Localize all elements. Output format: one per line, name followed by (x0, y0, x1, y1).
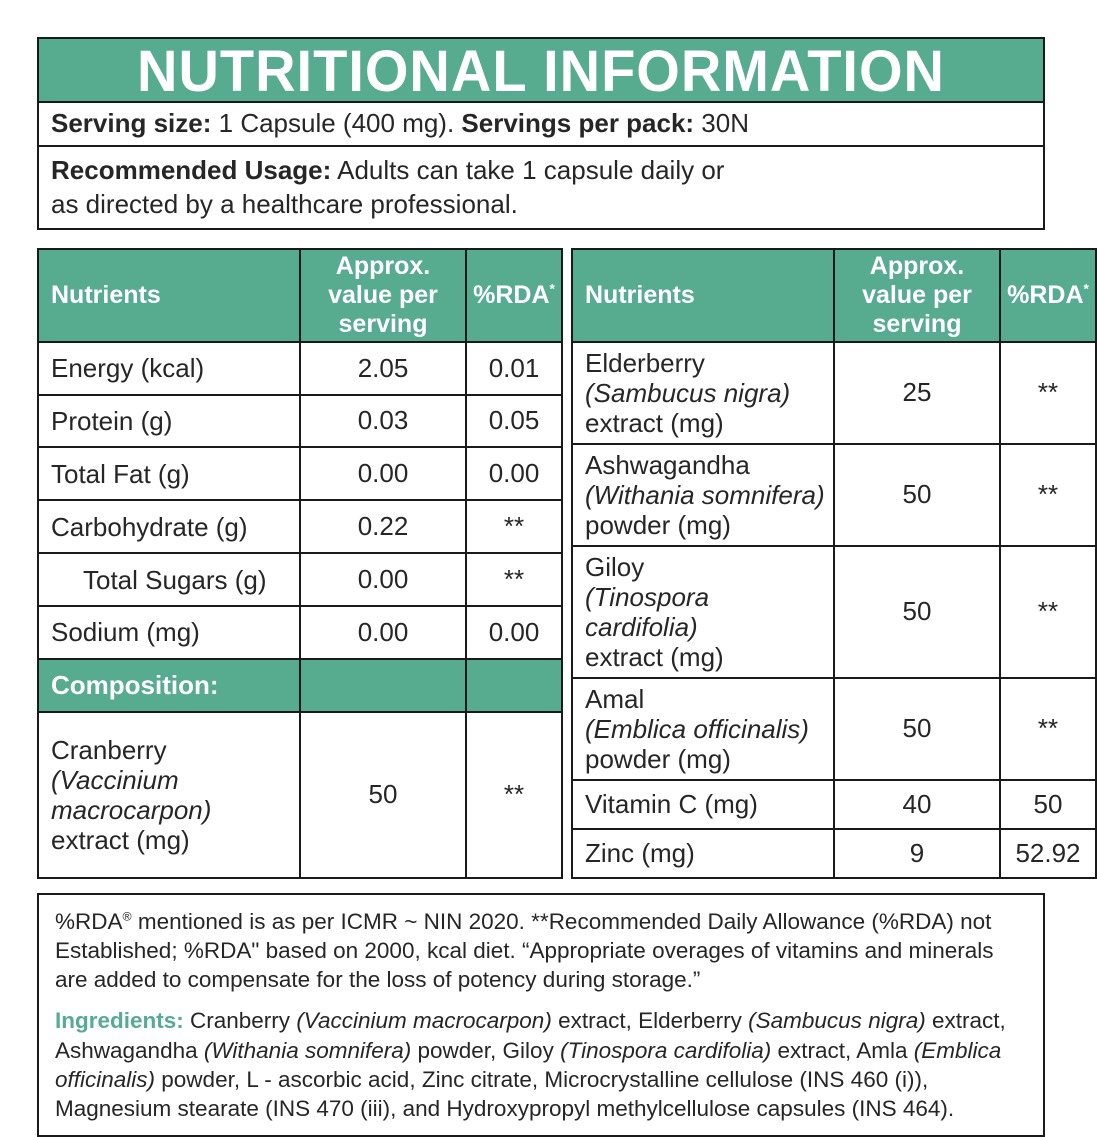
rda-cell: ** (1000, 678, 1096, 780)
value-per-serving-cell: 50 (834, 546, 1000, 678)
value-per-serving-cell: 25 (834, 342, 1000, 444)
value-per-serving-cell: 0.00 (300, 606, 466, 659)
title-banner (37, 37, 1045, 103)
nutrient-name-cell: Elderberry (Sambucus nigra) extract (mg) (572, 342, 834, 444)
value-per-serving-cell: 40 (834, 780, 1000, 829)
table-row (572, 829, 1096, 878)
ingredients-paragraph: Ingredients: Cranberry (Vaccinium macrocarpon) extract, Elderberry (Sambucus nigra) extract, Ashwagandha (Withania somnifera) powder, Giloy (Tinospora cardifolia) extract, Amla (Emblica officinalis) powder, L - ascorbic acid, Zinc citrate, Microcrystalline cellulose (INS 460 (i)), Magnesium stearate (INS 470 (iii), and Hydroxypropyl methylcellulose capsules (INS 464). (55, 1008, 1006, 1122)
nutrient-name-cell: Sodium (mg) (38, 606, 300, 659)
table-row (38, 712, 562, 877)
column-header: Approx. value per serving (834, 249, 1000, 341)
table-row (38, 342, 562, 395)
table-row (572, 546, 1096, 678)
table-row (38, 606, 562, 659)
nutrient-name-cell: Vitamin C (mg) (572, 780, 834, 829)
value-per-serving-cell: 0.03 (300, 395, 466, 448)
value-per-serving-cell: 0.00 (300, 447, 466, 500)
table-row (38, 395, 562, 448)
general-nutrients-table (37, 248, 563, 878)
value-per-serving-cell: 2.05 (300, 342, 466, 395)
rda-cell: ** (466, 553, 562, 606)
recommended-usage-box (37, 145, 1045, 231)
table-row (572, 780, 1096, 829)
nutrient-tables-row (37, 248, 1089, 878)
rda-cell: ** (466, 712, 562, 877)
table-row (572, 342, 1096, 444)
nutrient-name-cell: Carbohydrate (g) (38, 500, 300, 553)
table-row (38, 500, 562, 553)
nutrient-name-cell: Amal (Emblica officinalis) powder (mg) (572, 678, 834, 780)
nutrient-name-cell: Total Fat (g) (38, 447, 300, 500)
value-per-serving-cell: 50 (300, 712, 466, 877)
column-header: Nutrients (38, 249, 300, 341)
nutrient-name-cell: Zinc (mg) (572, 829, 834, 878)
column-header: Approx. value per serving (300, 249, 466, 341)
recommended-usage-text: Recommended Usage: Adults can take 1 capsule daily or as directed by a healthcare professional. (51, 154, 725, 219)
rda-cell: 0.05 (466, 395, 562, 448)
section-row (38, 659, 562, 712)
footnotes-box (37, 893, 1045, 1137)
rda-cell: 52.92 (1000, 829, 1096, 878)
rda-cell: 50 (1000, 780, 1096, 829)
section-empty-cell (300, 659, 466, 712)
column-header: %RDA* (466, 249, 562, 341)
section-label: Composition: (38, 659, 300, 712)
table-row (572, 444, 1096, 546)
value-per-serving-cell: 0.00 (300, 553, 466, 606)
table-header-row (572, 249, 1096, 341)
rda-cell: ** (1000, 546, 1096, 678)
rda-cell: ** (1000, 444, 1096, 546)
rda-cell: ** (466, 500, 562, 553)
nutrient-name-cell: Protein (g) (38, 395, 300, 448)
page-title: NUTRITIONAL INFORMATION (137, 36, 945, 104)
value-per-serving-cell: 0.22 (300, 500, 466, 553)
table-header-row (38, 249, 562, 341)
column-header: Nutrients (572, 249, 834, 341)
serving-size-text: Serving size: 1 Capsule (400 mg). Servings per pack: 30N (51, 108, 749, 138)
nutrient-name-cell: Cranberry (Vaccinium macrocarpon) extract (mg) (38, 712, 300, 877)
table-row (38, 553, 562, 606)
nutrient-name-cell: Ashwagandha (Withania somnifera) powder (mg) (572, 444, 834, 546)
nutrient-name-cell: Giloy (Tinospora cardifolia) extract (mg) (572, 546, 834, 678)
rda-cell: ** (1000, 342, 1096, 444)
section-empty-cell (466, 659, 562, 712)
table-row (38, 447, 562, 500)
rda-cell: 0.00 (466, 606, 562, 659)
value-per-serving-cell: 9 (834, 829, 1000, 878)
rda-cell: 0.01 (466, 342, 562, 395)
rda-footnote: %RDA® mentioned is as per ICMR ~ NIN 2020. **Recommended Daily Allowance (%RDA) not Established; %RDA" based on 2000, kcal diet. “Appropriate overages of vitamins and minerals are added to compensate for the loss of potency during storage.” (55, 908, 994, 993)
value-per-serving-cell: 50 (834, 444, 1000, 546)
serving-size-box (37, 101, 1045, 147)
table-row (572, 678, 1096, 780)
composition-nutrients-table (571, 248, 1097, 878)
nutrient-name-cell: Total Sugars (g) (38, 553, 300, 606)
nutrient-name-cell: Energy (kcal) (38, 342, 300, 395)
rda-cell: 0.00 (466, 447, 562, 500)
column-header: %RDA* (1000, 249, 1096, 341)
value-per-serving-cell: 50 (834, 678, 1000, 780)
nutrition-label (37, 36, 1089, 1137)
